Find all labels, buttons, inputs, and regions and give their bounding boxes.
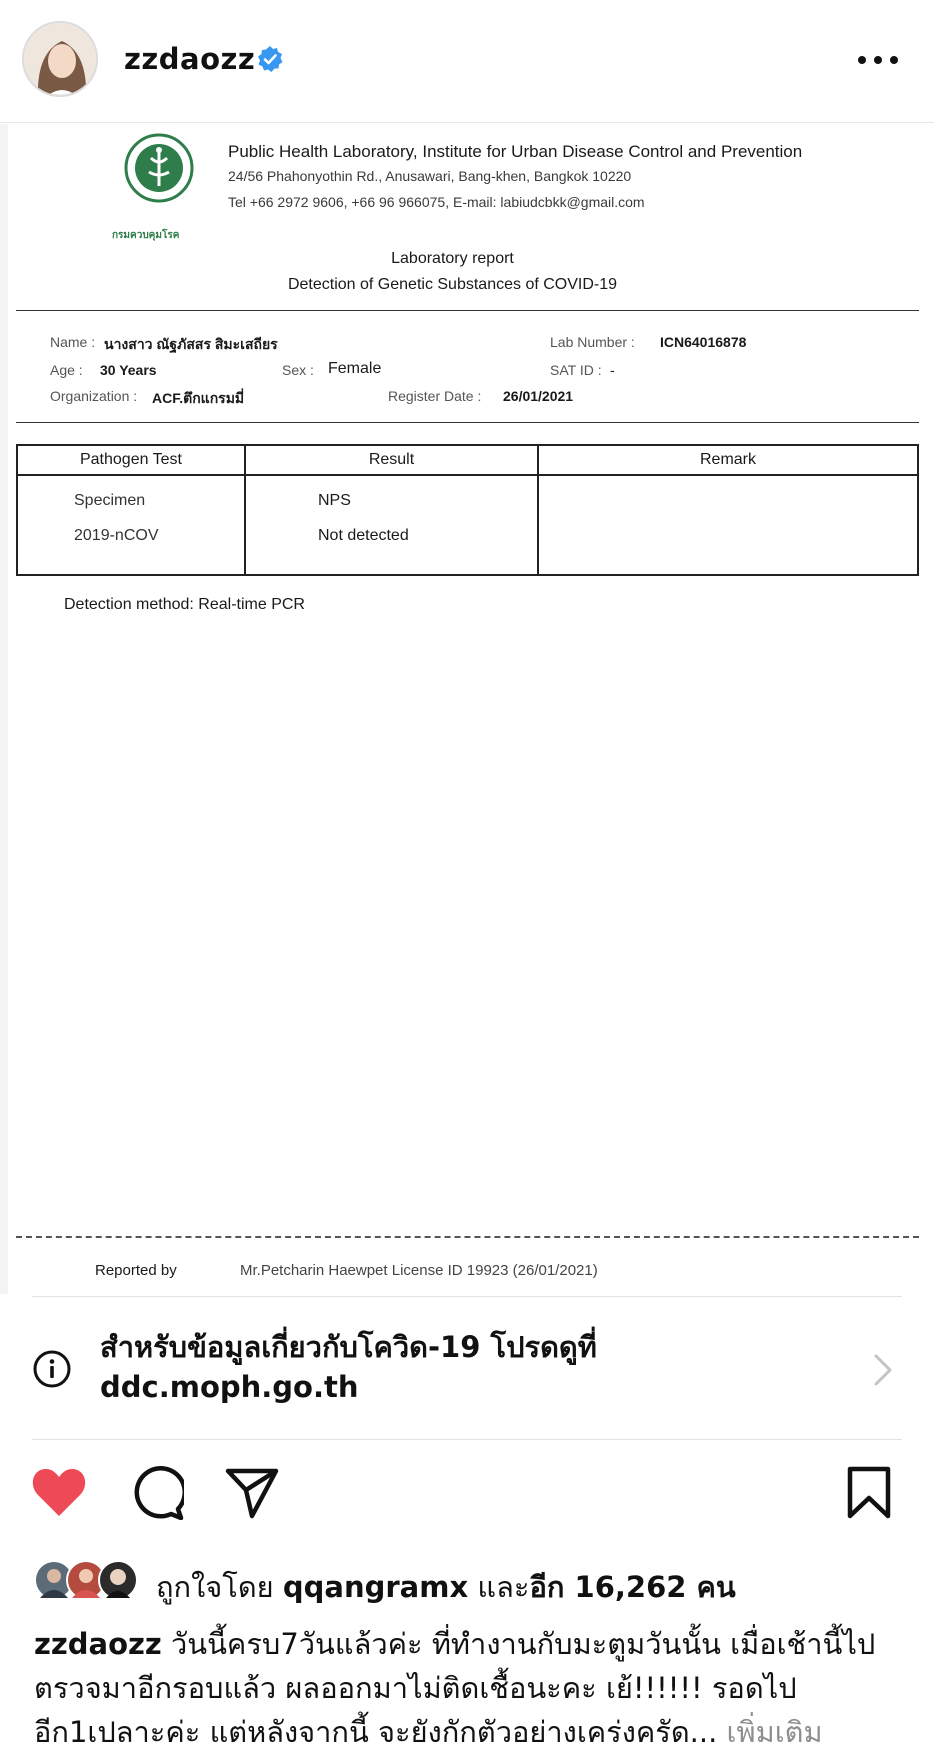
more-options-icon[interactable]: [858, 56, 898, 68]
dashed-divider: [16, 1236, 919, 1238]
header-pathogen-test: Pathogen Test: [17, 445, 245, 475]
likes-count[interactable]: อีก 16,262 คน: [529, 1570, 736, 1604]
table-header-row: [17, 445, 918, 475]
covid-info-banner[interactable]: [32, 1296, 902, 1440]
liker-avatar: [98, 1560, 138, 1600]
lab-name: Public Health Laboratory, Institute for Urban Disease Control and Prevention: [228, 142, 803, 161]
likes-middle: และ: [468, 1570, 530, 1604]
age-value: 30 Years: [100, 362, 157, 378]
report-subtitle: Detection of Genetic Substances of COVID-19: [287, 276, 618, 293]
header-remark: Remark: [538, 445, 918, 475]
table-row: [17, 475, 918, 575]
divider: [16, 422, 919, 423]
register-date-value: 26/01/2021: [503, 388, 574, 404]
heart-filled-icon[interactable]: [30, 1466, 88, 1518]
organization-value: ACF.ตึกแกรมมี่: [152, 390, 245, 406]
caption-text: วันนี้ครบ7วันแล้วค่ะ ที่ทำงานกับมะตูมวันนั้น เมื่อเช้านี้ไปตรวจมาอีกรอบแล้ว ผลออกมาไม่ติดเชื้อนะคะ เย้!!!!!! รอดไปอีก1เปลาะค่ะ แต่หลังจากนี้ จะยังกักตัวอย่างเคร่งครัด...: [34, 1627, 876, 1749]
likes-prefix: ถูกใจโดย: [156, 1570, 283, 1604]
image-edge: [0, 124, 8, 1294]
lab-number-label: Lab Number :: [550, 334, 635, 350]
post-actions-bar: [0, 1466, 934, 1526]
post-username[interactable]: zzdaozz: [124, 42, 256, 76]
reported-by-label: Reported by: [95, 1262, 177, 1279]
verified-badge-icon: [256, 45, 284, 73]
organization-label: Organization :: [50, 388, 138, 404]
covid-info-link[interactable]: ddc.moph.go.th: [100, 1370, 359, 1404]
remark-cell: [538, 475, 918, 575]
likes-text: [156, 1564, 736, 1610]
covid-info-text: [100, 1327, 740, 1407]
test-specimen: Specimen: [74, 492, 146, 509]
post-image-lab-report[interactable]: [0, 124, 934, 1294]
likes-row[interactable]: [34, 1560, 914, 1604]
comment-icon[interactable]: [130, 1466, 184, 1520]
lab-address: 24/56 Phahonyothin Rd., Anusawari, Bang-khen, Bangkok 10220: [228, 168, 632, 184]
profile-avatar[interactable]: [22, 21, 98, 97]
result-specimen: NPS: [318, 492, 351, 509]
sex-label: Sex :: [282, 362, 314, 378]
lab-contact: Tel +66 2972 9606, +66 96 966075, E-mail: labiudcbkk@gmail.com: [228, 194, 645, 210]
sat-label: SAT ID :: [550, 362, 602, 378]
chevron-right-icon: [872, 1353, 894, 1387]
result-cell: [245, 475, 538, 575]
reported-by-value: Mr.Petcharin Haewpet License ID 19923 (26/01/2021): [240, 1262, 598, 1279]
lab-number-value: ICN64016878: [660, 334, 747, 350]
name-label: Name :: [50, 334, 96, 350]
remark-specimen: [539, 492, 917, 527]
detection-method: Detection method: Real-time PCR: [64, 596, 305, 613]
post-caption: [34, 1622, 904, 1754]
name-value: นางสาว ณัฐภัสสร สิมะเสถียร: [104, 336, 278, 352]
test-cell: [17, 475, 245, 575]
caption-username[interactable]: zzdaozz: [34, 1627, 162, 1661]
covid-info-line1: สำหรับข้อมูลเกี่ยวกับโควิด-19 โปรดดูที่: [100, 1330, 597, 1364]
remark-2019-ncov: [539, 527, 917, 562]
sat-value: -: [610, 362, 615, 378]
likes-user[interactable]: qqangramx: [282, 1570, 469, 1604]
post-header: [0, 0, 934, 123]
info-icon: [32, 1349, 72, 1389]
result-2019-ncov: Not detected: [318, 527, 409, 544]
bookmark-icon[interactable]: [846, 1466, 892, 1520]
register-date-label: Register Date :: [388, 388, 482, 404]
divider: [16, 310, 919, 311]
header-result: Result: [245, 445, 538, 475]
sex-value: Female: [328, 360, 382, 377]
results-table: [16, 444, 919, 576]
caption-more-link[interactable]: เพิ่มเติม: [717, 1715, 823, 1749]
report-title: Laboratory report: [391, 250, 514, 267]
test-2019-ncov: 2019-nCOV: [74, 527, 159, 544]
paper-plane-icon[interactable]: [225, 1466, 279, 1520]
ddc-logo-icon: [120, 132, 198, 224]
age-label: Age :: [50, 362, 83, 378]
logo-seal-text: กรมควบคุมโรค: [112, 230, 180, 241]
